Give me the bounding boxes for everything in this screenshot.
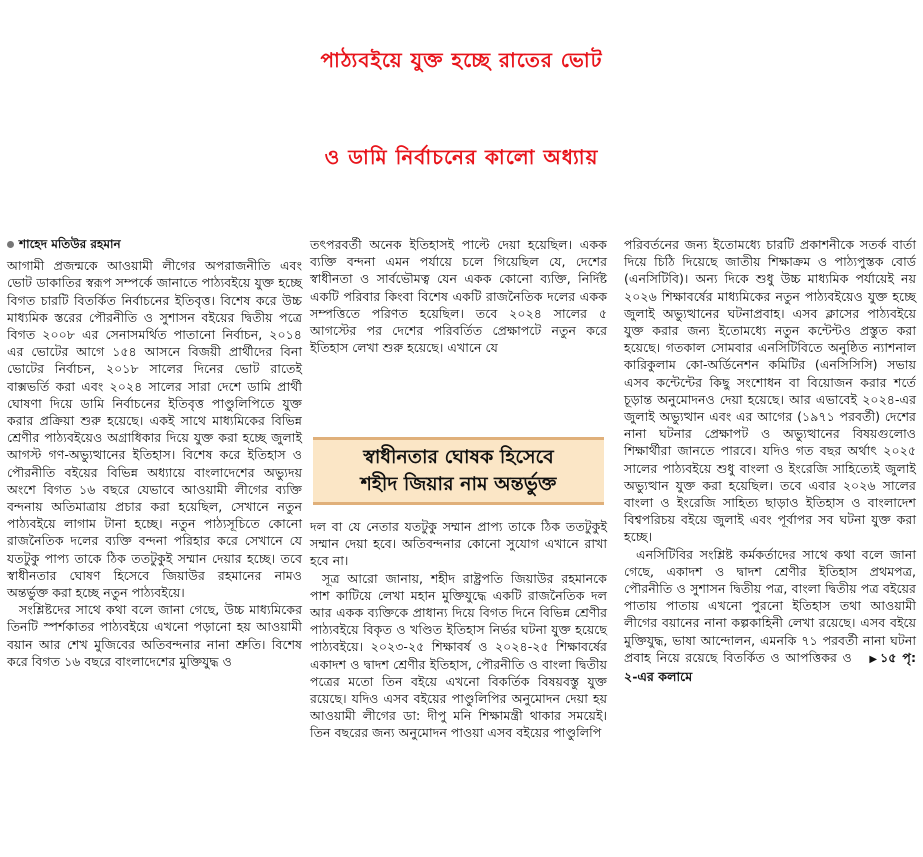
- pull-quote-box: [313, 437, 604, 505]
- byline: [7, 236, 302, 253]
- continuation-jump-text: ১৫ পৃ: ২-এর কলামে: [624, 649, 916, 685]
- pull-quote-text: [361, 444, 557, 498]
- triangle-right-icon: ▶: [869, 653, 878, 665]
- article-paragraph: সংশ্লিষ্টদের সাথে কথা বলে জানা গেছে, উচ্চ মাধ্যমিকের তিনটি স্পর্শকাতর পাঠ্যবইয়ে এখনো পড়ানো হয় আওয়ামী বয়ান আর শেখ মুজিবের অতিবন্দনার নানা শ্রুতি। বিশেষ করে বিগত ১৬ বছরে বাংলাদেশের মুক্তিযুদ্ধ ও: [7, 602, 302, 669]
- headline-line-1: পাঠ্যবইয়ে যুক্ত হচ্ছে রাতের ভোট: [320, 48, 603, 72]
- article-column-1: [7, 236, 302, 670]
- article-column-2-top: [310, 236, 607, 356]
- article-paragraph: আগামী প্রজন্মকে আওয়ামী লীগের অপরাজনীতি এবং ভোট ডাকাতির স্বরূপ সম্পর্কে জানাতে পাঠ্যবইয়ে যুক্ত হচ্ছে বিগত চারটি বিতর্কিত নির্বাচনের ইতিবৃত্ত। বিশেষ করে উচ্চ মাধ্যমিক স্তরের পৌরনীতি ও সুশাসন বইয়ের দ্বিতীয় পত্রে বিগত ২০০৮ এর সেনাসমর্থিত পাতানো নির্বাচন, ২০১৪ এর ভোটের আগে ১৫৪ আসনে বিজয়ী প্রার্থীদের বিনা ভোটের নির্বাচন, ২০১৮ সালের দিনের ভোট রাতেই বাক্সভর্তি করা এবং ২০২৪ সালের সারা দেশে ডামি প্রার্থী ঘোষণা দিয়ে ডামি নির্বাচনের ইতিবৃত্ত পাণ্ডুলিপিতে যুক্ত করার প্রক্রিয়া শুরু হয়েছে। একই সাথে মাধ্যমিকের বিভিন্ন শ্রেণীর পাঠ্যবইয়েও অগ্রাধিকার দিয়ে যুক্ত করা হচ্ছে জুলাই আগস্ট গণ-অভ্যুত্থানের ইতিহাস। বিশেষ করে ইতিহাস ও পৌরনীতি বইয়ের বিভিন্ন অধ্যায়ে বাংলাদেশের অভ্যুদয় অংশে বিগত ১৬ বছরে যেভাবে আওয়ামী লীগের ব্যক্তি বন্দনায় অতিমাত্রায় প্রচার করা হয়েছিল, সেখানে নতুন পাঠ্যবইয়ে লাগাম টানা হচ্ছে। নতুন পাঠ্যসূচিতে কোনো রাজনৈতিক দলের ব্যক্তি বন্দনা পরিহার করে সেখানে যে যতটুকু পাপ্য তাকে ঠিক ততটুকুই সম্মান দেয়ার হচ্ছে। তবে স্বাধীনতার ঘোষণ হিসেবে জিয়াউর রহমানের নামও অন্তর্ভুক্ত করা হচ্ছে নতুন পাঠ্যবইয়ে।: [7, 258, 302, 601]
- article-paragraph-text: এনসিটিবির সংশ্লিষ্ট কর্মকর্তাদের সাথে কথা বলে জানা গেছে, একাদশ ও দ্বাদশ শ্রেণীর ইতিহাস প্রথমপত্র, পৌরনীতি ও সুশাসন দ্বিতীয় পত্র, বাংলা দ্বিতীয় পত্র বইয়ের পাতায় পাতায় এখনো পুরনো ইতিহাস তথা আওয়ামী লীগের বয়ানের নানা কল্পকাহিনী লেখা রয়েছে। এসব বইয়ে মুক্তিযুদ্ধ, ভাষা আন্দোলন, এমনকি ৭১ পরবর্তী নানা ঘটনা প্রবাহ নিয়ে রয়েছে বিতর্কিত ও আপত্তিকর ও: [624, 546, 916, 665]
- article-paragraph: পরিবর্তনের জন্য ইতোমধ্যে চারটি প্রকাশনীকে সতর্ক বার্তা দিয়ে চিঠি দিয়েছে জাতীয় শিক্ষাক্রম ও পাঠ্যপুস্তক বোর্ড (এনসিটিবি)। অন্য দিকে শুধু উচ্চ মাধ্যমিক পর্যায়েই নয় ২০২৬ শিক্ষাবর্ষের মাধ্যমিকের নতুন পাঠ্যবইয়েও যুক্ত হচ্ছে জুলাই অভ্যুত্থানের ঘটনাপ্রবাহ। এসব ক্লাসের পাঠ্যবইয়ে যুক্ত করার জন্য ইতোমধ্যে নতুন কন্টেন্টও প্রস্তুত করা হয়েছে। গতকাল সোমবার এনসিটিবিতে অনুষ্ঠিত ন্যাশনাল কারিকুলাম কো-অর্ডিনেশন কমিটির (এনসিসিসি) সভায় এসব কন্টেন্টের কিছু সংশোধন বা বিয়োজন করার শর্তে চূড়ান্ত অনুমোদনও দেয়া হয়েছে। আর এভাবেই ২০২৪-এর জুলাই অভ্যুত্থান এবং এর আগের (১৯৭১ পরবর্তী) দেশের নানা ঘটনার প্রেক্ষাপট ও অভ্যুত্থানের বিষয়গুলোও শিক্ষার্থীরা জানতে পারবে। যদিও গত বছর অর্থাৎ ২০২৫ সালের পাঠ্যবইয়ে শুধু বাংলা ও ইংরেজি সাহিত্যেই জুলাই অভ্যুত্থান যুক্ত করা হয়েছিল। তবে এবার ২০২৬ সালের বাংলা ও ইংরেজি সাহিত্য ছাড়াও ইতিহাস ও বাংলাদেশ বিশ্বপরিচয় বইয়ে জুলাই এবং পূর্বাপর সব ঘটনা যুক্ত করা হচ্ছে।: [624, 237, 916, 545]
- article-paragraph: তৎপরবর্তী অনেক ইতিহাসই পাল্টে দেয়া হয়েছিল। একক ব্যক্তি বন্দনা এমন পর্যায়ে চলে গিয়েছিল যে, দেশের স্বাধীনতা ও সার্বভৌমত্ব যেন একক কোনো ব্যক্তি, নির্দিষ্ট একটি পরিবার কিংবা বিশেষ একটি রাজনৈতিক দলের একক সম্পত্তিতে পরিণত হয়েছিল। তবে ২০২৪ সালের ৫ আগস্টের পর দেশের পরিবর্তিত প্রেক্ষাপটে নতুন করে ইতিহাস লেখা শুরু হয়েছে। এখানে যে: [310, 237, 607, 356]
- pull-quote-line-2: শহীদ জিয়ার নাম অন্তর্ভুক্ত: [360, 473, 557, 495]
- byline-bullet-icon: [7, 241, 14, 248]
- byline-author: শাহেদ মতিউর রহমান: [19, 237, 121, 251]
- article-paragraph: [624, 546, 916, 686]
- pull-quote-line-1: স্বাধীনতার ঘোষক হিসেবে: [363, 446, 554, 468]
- article-paragraph: দল বা যে নেতার যতটুকু সম্মান প্রাপ্য তাকে ঠিক ততটুকুই সম্মান দেয়া হবে। অতিবন্দনার কোনো সুযোগ এখানে রাখা হবে না।: [310, 519, 607, 569]
- article-column-2-bottom: [310, 518, 607, 742]
- article-paragraph: সূত্র আরো জানায়, শহীদ রাষ্ট্রপতি জিয়াউর রহমানকে পাশ কাটিয়ে লেখা মহান মুক্তিযুদ্ধে একটি রাজনৈতিক দল আর একক ব্যক্তিকে প্রাধান্য দিয়ে বিগত দিনে বিভিন্ন শ্রেণীর পাঠ্যবইয়ে বিকৃত ও খণ্ডিত ইতিহাস নির্ভর ঘটনা যুক্ত হয়েছে পাঠ্যবইয়ে। ২০২৩-২৫ শিক্ষাবর্ষ ও ২০২৪-২৫ শিক্ষাবর্ষের একাদশ ও দ্বাদশ শ্রেণীর ইতিহাস, পৌরনীতি ও বাংলা দ্বিতীয় পত্রের মতো তিন বইয়ে এখনো বিকর্তিক বিষয়বস্তু যুক্ত রয়েছে। যদিও এসব বইয়ের পাণ্ডুলিপির অনুমোদন দেয়া হয় আওয়ামী লীগের ডা: দীপু মনি শিক্ষামন্ত্রী থাকার সময়েই। তিন বছরের জন্য অনুমোদন পাওয়া এসব বইয়ের পাণ্ডুলিপি: [310, 570, 607, 741]
- headline-line-2: ও ডামি নির্বাচনের কালো অধ্যায়: [324, 145, 599, 169]
- article-column-3: [624, 236, 916, 685]
